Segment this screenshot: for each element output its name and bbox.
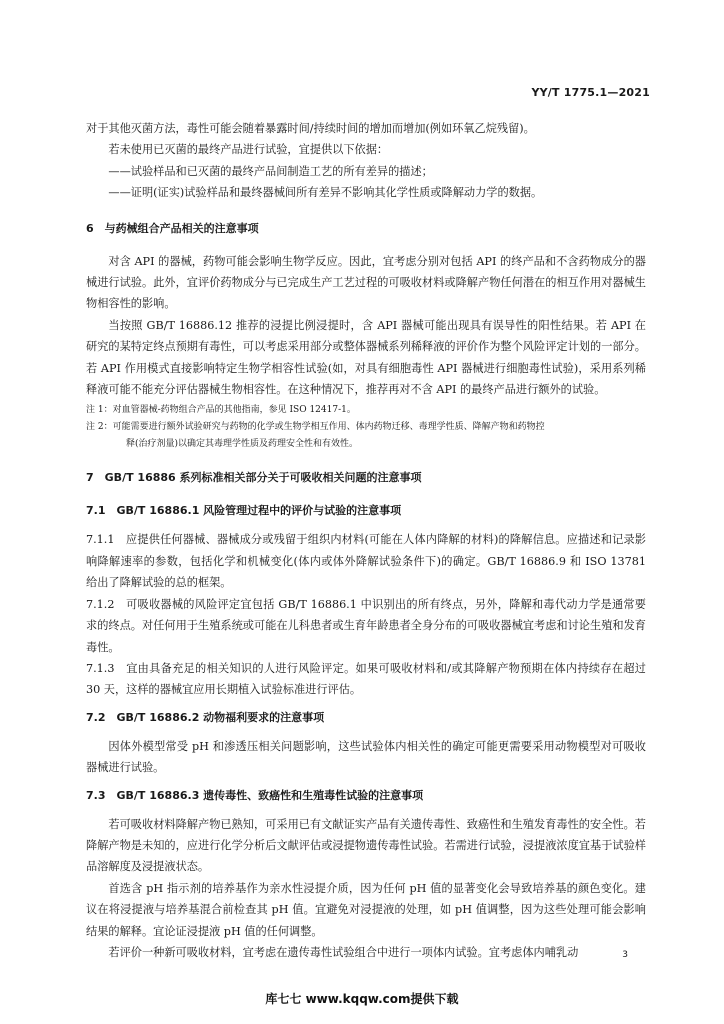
- download-footer: 库七七 www.kqqw.com提供下载: [265, 992, 459, 1006]
- paragraph: 对于其他灭菌方法，毒性可能会随着暴露时间/持续时间的增加而增加(例如环氧乙烷残留)。: [86, 122, 535, 135]
- paragraph: 首选含 pH 指示剂的培养基作为亲水性浸提介质，因为任何 pH 值的显著变化会导致培养基的颜色变化。建议在将浸提液与培养基混合前检查其 pH 值。宜避免对浸提液的处理，如 pH 值调整，因为这些处理可能会影响结果的解释。宜论证浸提液 pH 值的任何调整。: [86, 881, 646, 938]
- notes: [86, 402, 646, 453]
- page-content: [86, 118, 646, 963]
- note-2-continued: 释(治疗剂量)以确定其毒理学性质及药理安全性和有效性。: [126, 439, 359, 450]
- paragraph: 若可吸收材料降解产物已熟知，可采用已有文献证实产品有关遗传毒性、致癌性和生殖发育毒性的安全性。若降解产物是未知的，应进行化学分析后文献评估或浸提物遗传毒性试验。若需进行试验，浸提液浓度宜基于试验样品溶解度及浸提液状态。: [86, 817, 646, 874]
- standard-number: YY/T 1775.1—2021: [531, 86, 650, 99]
- note-2: 注 2：可能需要进行额外试验研究与药物的化学或生物学相互作用、体内药物迁移、毒理学性质、降解产物和药物控: [86, 422, 545, 433]
- note-1: 注 1：对血管器械-药物组合产品的其他指南，参见 ISO 12417-1。: [86, 405, 356, 416]
- clause-7-1-1: 7.1.1 应提供任何器械、器械成分或残留于组织内材料(可能在人体内降解的材料)的降解信息。应描述和记录影响降解速率的参数，包括化学和机械变化(体内或体外降解试验条件下)的确定。GB/T 16886.9 和 ISO 13781 给出了降解试验的总的框架。: [86, 533, 646, 590]
- section-6-heading: 6 与药械组合产品相关的注意事项: [86, 221, 259, 235]
- paragraph: 若评价一种新可吸收材料，宜考虑在遗传毒性试验组合中进行一项体内试验。宜考虑体内哺乳动: [108, 945, 579, 959]
- paragraph: 当按照 GB/T 16886.12 推荐的浸提比例浸提时，含 API 器械可能出现具有误导性的阳性结果。若 API 在研究的某特定终点预期有毒性，可以考虑采用部分或整体器械系列稀释液的评价作为整个风险评定计划的一部分。若 API 作用模式直接影响特定生物学相容性试验(如，对具有细胞毒性 API 器械进行细胞毒性试验)，采用系列稀释液可能不能充分评估器械生物相容性。在这种情况下，推荐再对不含 API 的最终产品进行额外的试验。: [86, 318, 646, 397]
- clause-7-1-2: 7.1.2 可吸收器械的风险评定宜包括 GB/T 16886.1 中识别出的所有终点，另外，降解和毒代动力学是通常要求的终点。对任何用于生殖系统或可能在儿科患者或生育年龄患者全身分布的可吸收器械宜考虑和讨论生殖和发育毒性。: [86, 597, 646, 654]
- section-7-3-heading: 7.3 GB/T 16886.3 遗传毒性、致癌性和生殖毒性试验的注意事项: [86, 788, 424, 802]
- paragraph: 因体外模型常受 pH 和渗透压相关问题影响，这些试验体内相关性的确定可能更需要采用动物模型对可吸收器械进行试验。: [86, 739, 646, 775]
- list-item: ——试验样品和已灭菌的最终产品间制造工艺的所有差异的描述；: [108, 164, 433, 178]
- paragraph: 若未使用已灭菌的最终产品进行试验，宜提供以下依据：: [108, 143, 389, 157]
- clause-7-1-3: 7.1.3 宜由具备充足的相关知识的人进行风险评定。如果可吸收材料和/或其降解产物预期在体内持续存在超过 30 天，这样的器械宜应用长期植入试验标准进行评估。: [86, 661, 646, 697]
- section-7-heading: 7 GB/T 16886 系列标准相关部分关于可吸收相关问题的注意事项: [86, 471, 422, 485]
- list-item: ——证明(证实)试验样品和最终器械间所有差异不影响其化学性质或降解动力学的数据。: [108, 186, 543, 200]
- page-number: 3: [622, 950, 628, 960]
- section-7-1-heading: 7.1 GB/T 16886.1 风险管理过程中的评价与试验的注意事项: [86, 504, 402, 518]
- paragraph: 对含 API 的器械，药物可能会影响生物学反应。因此，宜考虑分别对包括 API 的终产品和不含药物成分的器械进行试验。此外，宜评价药物成分与已完成生产工艺过程的可吸收材料或降解产物任何潜在的相互作用对器械生物相容性的影响。: [86, 254, 646, 311]
- section-7-2-heading: 7.2 GB/T 16886.2 动物福利要求的注意事项: [86, 710, 325, 724]
